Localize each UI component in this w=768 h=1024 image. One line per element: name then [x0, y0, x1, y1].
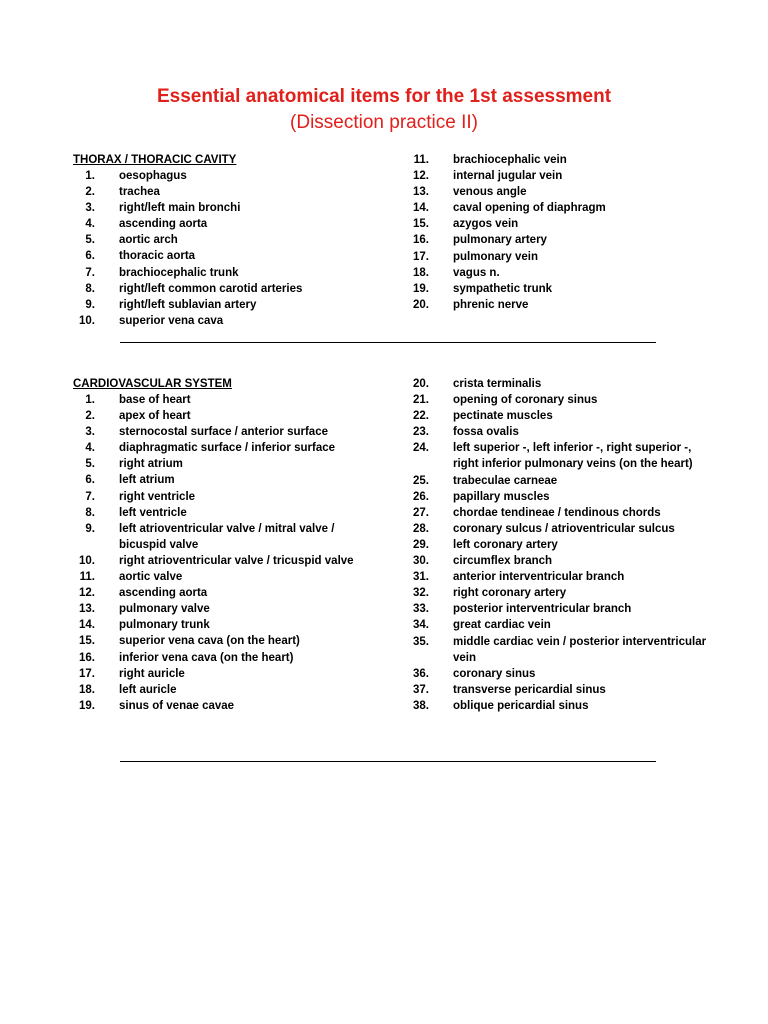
- item-number: 29.: [413, 538, 429, 551]
- thorax-left-column: [73, 152, 373, 329]
- item-text: venous angle: [453, 186, 527, 199]
- list-item: [73, 601, 373, 617]
- item-number: 13.: [79, 603, 95, 616]
- list-item: [411, 249, 711, 265]
- item-number: 8.: [85, 282, 95, 295]
- list-item: [411, 585, 711, 601]
- list-item: [411, 376, 711, 392]
- item-number: 35.: [413, 635, 429, 648]
- item-text: fossa ovalis: [453, 426, 519, 439]
- list-item: [73, 265, 373, 281]
- item-number: 37.: [413, 683, 429, 696]
- item-text: right ventricle: [119, 490, 196, 503]
- item-text: right coronary artery: [453, 587, 567, 600]
- document-title-block: [0, 84, 768, 135]
- item-text: left superior -, left inferior -, right superior -, right inferior pulmonary veins (on the heart): [453, 442, 693, 471]
- item-number: 33.: [413, 603, 429, 616]
- item-number: 4.: [85, 218, 95, 231]
- item-text: brachiocephalic vein: [453, 154, 567, 166]
- item-number: 2.: [85, 410, 95, 423]
- list-item: [73, 521, 373, 553]
- thorax-right-column: [411, 152, 711, 313]
- item-number: 2.: [85, 186, 95, 199]
- item-text: inferior vena cava (on the heart): [119, 651, 294, 664]
- item-text: oblique pericardial sinus: [453, 699, 589, 712]
- item-number: 26.: [413, 490, 429, 503]
- item-text: transverse pericardial sinus: [453, 683, 606, 696]
- item-number: 30.: [413, 555, 429, 568]
- item-text: sympathetic trunk: [453, 282, 553, 295]
- item-text: great cardiac vein: [453, 619, 551, 632]
- item-number: 12.: [413, 170, 429, 183]
- list-item: [411, 682, 711, 698]
- item-number: 18.: [413, 266, 429, 279]
- item-text: superior vena cava (on the heart): [119, 635, 300, 648]
- cardiovascular-left-list: [73, 392, 373, 714]
- item-number: 1.: [85, 170, 95, 182]
- list-item: [73, 617, 373, 633]
- item-number: 14.: [79, 619, 95, 632]
- list-item: [411, 424, 711, 440]
- list-item: [411, 297, 711, 313]
- item-text: pulmonary vein: [453, 250, 538, 263]
- item-number: 6.: [85, 250, 95, 263]
- list-item: [73, 297, 373, 313]
- item-number: 4.: [85, 442, 95, 455]
- list-item: [73, 698, 373, 714]
- section-divider: [120, 761, 656, 762]
- list-item: [73, 569, 373, 585]
- list-item: [73, 633, 373, 649]
- item-text: trachea: [119, 186, 160, 199]
- item-number: 5.: [85, 234, 95, 247]
- list-item: [411, 553, 711, 569]
- item-number: 1.: [85, 394, 95, 406]
- item-number: 3.: [85, 202, 95, 215]
- item-text: right auricle: [119, 667, 185, 680]
- list-item: [411, 521, 711, 537]
- list-item: [411, 601, 711, 617]
- item-text: diaphragmatic surface / inferior surface: [119, 442, 336, 455]
- list-item: [73, 650, 373, 666]
- item-number: 10.: [79, 314, 95, 327]
- item-number: 19.: [413, 282, 429, 295]
- item-number: 16.: [79, 651, 95, 664]
- list-item: [73, 281, 373, 297]
- item-text: opening of coronary sinus: [453, 394, 598, 407]
- item-number: 13.: [413, 186, 429, 199]
- list-item: [411, 152, 711, 168]
- list-item: [73, 456, 373, 472]
- item-text: vagus n.: [453, 266, 500, 279]
- item-text: base of heart: [119, 394, 191, 406]
- item-text: pectinate muscles: [453, 410, 553, 423]
- item-number: 20.: [413, 378, 429, 390]
- item-number: 8.: [85, 506, 95, 519]
- item-text: sternocostal surface / anterior surface: [119, 426, 328, 439]
- list-item: [73, 216, 373, 232]
- item-text: ascending aorta: [119, 218, 208, 231]
- item-text: anterior interventricular branch: [453, 571, 625, 584]
- list-item: [411, 440, 711, 472]
- item-number: 11.: [79, 571, 95, 584]
- section-heading-cardiovascular: CARDIOVASCULAR SYSTEM: [73, 378, 232, 390]
- item-number: 16.: [413, 234, 429, 247]
- list-item: [73, 472, 373, 488]
- item-text: right/left common carotid arteries: [119, 282, 303, 295]
- item-number: 10.: [79, 554, 95, 567]
- item-text: caval opening of diaphragm: [453, 202, 606, 215]
- item-text: phrenic nerve: [453, 298, 529, 311]
- item-number: 38.: [413, 699, 429, 712]
- list-item: [73, 168, 373, 184]
- thorax-right-list: [411, 152, 711, 313]
- item-text: sinus of venae cavae: [119, 699, 235, 712]
- item-text: pulmonary valve: [119, 603, 210, 616]
- item-number: 3.: [85, 426, 95, 439]
- item-text: right/left main bronchi: [119, 202, 241, 215]
- thorax-left-list: [73, 168, 373, 329]
- cardiovascular-left-column: [73, 376, 373, 714]
- list-item: [411, 617, 711, 633]
- item-number: 15.: [413, 218, 429, 231]
- item-number: 24.: [413, 442, 429, 455]
- item-text: aortic arch: [119, 234, 178, 247]
- item-text: apex of heart: [119, 410, 191, 423]
- list-item: [411, 200, 711, 216]
- list-item: [411, 408, 711, 424]
- item-text: posterior interventricular branch: [453, 603, 632, 616]
- list-item: [73, 184, 373, 200]
- item-text: left atrium: [119, 474, 175, 487]
- item-number: 31.: [413, 571, 429, 584]
- item-text: left ventricle: [119, 506, 187, 519]
- list-item: [73, 424, 373, 440]
- item-number: 34.: [413, 619, 429, 632]
- item-text: brachiocephalic trunk: [119, 266, 239, 279]
- item-number: 5.: [85, 458, 95, 471]
- list-item: [411, 216, 711, 232]
- document-title: Essential anatomical items for the 1st assessment: [156, 86, 612, 107]
- item-number: 23.: [413, 426, 429, 439]
- item-text: circumflex branch: [453, 555, 553, 568]
- item-text: pulmonary artery: [453, 234, 547, 247]
- item-text: chordae tendineae / tendinous chords: [453, 506, 661, 519]
- item-text: papillary muscles: [453, 490, 550, 503]
- section-heading-thorax: THORAX / THORACIC CAVITY: [73, 154, 237, 166]
- item-text: left auricle: [119, 683, 177, 696]
- list-item: [73, 666, 373, 682]
- item-number: 22.: [413, 410, 429, 423]
- list-item: [73, 585, 373, 601]
- list-item: [411, 184, 711, 200]
- item-number: 17.: [413, 250, 429, 263]
- list-item: [411, 698, 711, 714]
- item-text: trabeculae carneae: [453, 474, 558, 487]
- item-number: 25.: [413, 474, 429, 487]
- list-item: [411, 489, 711, 505]
- list-item: [411, 168, 711, 184]
- list-item: [73, 505, 373, 521]
- item-number: 27.: [413, 506, 429, 519]
- item-text: thoracic aorta: [119, 250, 196, 263]
- list-item: [411, 281, 711, 297]
- item-number: 11.: [413, 154, 429, 166]
- item-text: pulmonary trunk: [119, 619, 210, 632]
- item-number: 12.: [79, 587, 95, 600]
- item-number: 15.: [79, 635, 95, 648]
- list-item: [411, 634, 711, 666]
- item-number: 6.: [85, 474, 95, 487]
- item-text: right atrium: [119, 458, 183, 471]
- item-number: 19.: [79, 699, 95, 712]
- item-number: 14.: [413, 202, 429, 215]
- list-item: [411, 473, 711, 489]
- item-text: crista terminalis: [453, 378, 542, 390]
- item-text: oesophagus: [119, 170, 187, 182]
- item-number: 17.: [79, 667, 95, 680]
- item-number: 18.: [79, 683, 95, 696]
- list-item: [73, 489, 373, 505]
- list-item: [411, 569, 711, 585]
- list-item: [73, 408, 373, 424]
- item-number: 7.: [85, 490, 95, 503]
- item-number: 7.: [85, 266, 95, 279]
- item-number: 21.: [413, 394, 429, 407]
- item-text: azygos vein: [453, 218, 519, 231]
- item-text: middle cardiac vein / posterior interventricular vein: [453, 635, 707, 664]
- item-text: left coronary artery: [453, 538, 558, 551]
- list-item: [73, 682, 373, 698]
- item-text: right atrioventricular valve / tricuspid valve: [119, 554, 354, 567]
- cardiovascular-right-list: [411, 376, 711, 714]
- list-item: [73, 248, 373, 264]
- item-number: 36.: [413, 667, 429, 680]
- item-number: 28.: [413, 522, 429, 535]
- list-item: [73, 440, 373, 456]
- list-item: [73, 232, 373, 248]
- item-text: internal jugular vein: [453, 170, 563, 183]
- list-item: [73, 392, 373, 408]
- item-text: coronary sulcus / atrioventricular sulcus: [453, 522, 675, 535]
- item-number: 20.: [413, 298, 429, 311]
- item-text: aortic valve: [119, 571, 183, 584]
- item-number: 32.: [413, 587, 429, 600]
- list-item: [411, 537, 711, 553]
- item-text: coronary sinus: [453, 667, 536, 680]
- list-item: [411, 505, 711, 521]
- item-text: left atrioventricular valve / mitral valve / bicuspid valve: [119, 522, 335, 551]
- item-text: superior vena cava: [119, 314, 224, 327]
- list-item: [411, 232, 711, 248]
- list-item: [411, 265, 711, 281]
- list-item: [411, 392, 711, 408]
- item-number: 9.: [85, 522, 95, 535]
- item-text: ascending aorta: [119, 587, 208, 600]
- list-item: [73, 553, 373, 569]
- list-item: [73, 313, 373, 329]
- section-divider: [120, 342, 656, 343]
- item-number: 9.: [85, 298, 95, 311]
- list-item: [73, 200, 373, 216]
- item-text: right/left sublavian artery: [119, 298, 257, 311]
- list-item: [411, 666, 711, 682]
- cardiovascular-right-column: [411, 376, 711, 714]
- document-subtitle: (Dissection practice II): [290, 112, 478, 133]
